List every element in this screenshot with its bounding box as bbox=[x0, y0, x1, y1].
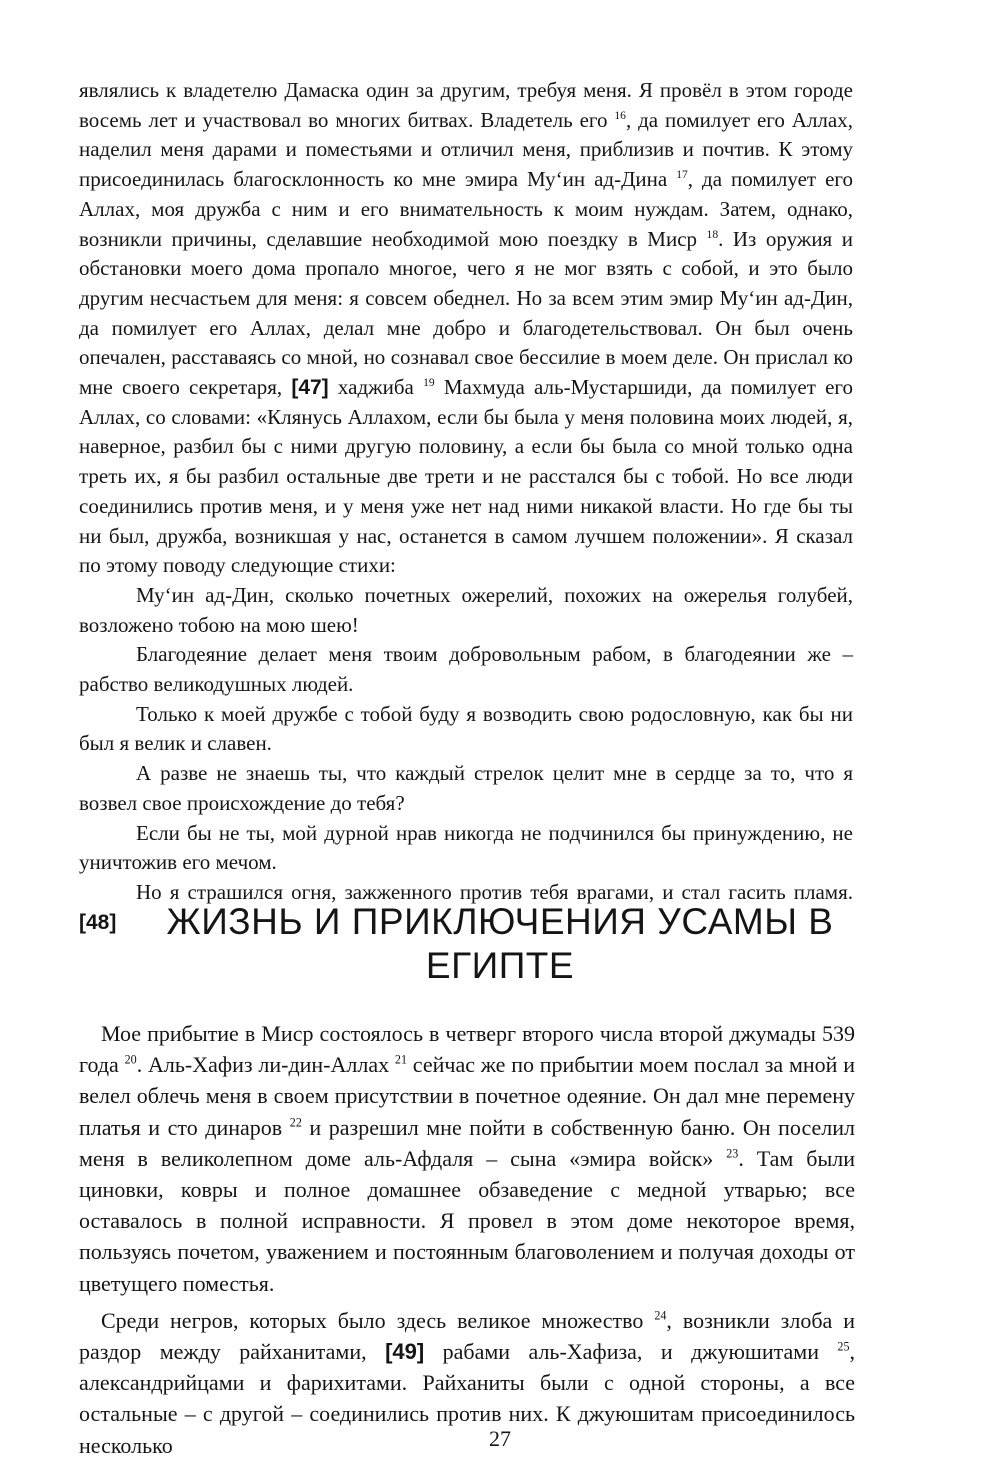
text-run: , возникли злоба и раздор между райханитами, bbox=[79, 1307, 855, 1365]
text-run: Но я страшился огня, зажженного против тебя врагами, и стал гасить пламя. bbox=[136, 879, 853, 904]
verse-line: Му‘ин ад-Дин, сколько почетных ожерелий, похожих на ожерелья голубей, возложено тобою на мою шею! bbox=[79, 582, 853, 637]
footnote-ref: 18 bbox=[706, 228, 719, 241]
verse-line: Если бы не ты, мой дурной нрав никогда не подчинился бы принуждению, не уничтожив его мечом. bbox=[79, 820, 853, 875]
heading-line: ЖИЗНЬ И ПРИКЛЮЧЕНИЯ УСАМЫ В bbox=[166, 901, 834, 942]
footnote-ref: 16 bbox=[614, 109, 626, 122]
footnote-ref: 22 bbox=[289, 1115, 302, 1130]
heading-line: ЕГИПТЕ bbox=[425, 945, 575, 986]
text-run: Мое прибытие в Миср состоялось в четверг второго числа второй джумады 539 года bbox=[79, 1021, 855, 1078]
page-number: 27 bbox=[489, 1426, 511, 1451]
lower-text-block bbox=[79, 1018, 855, 1461]
text-run: являлись к владетелю Дамаска один за другим, требуя меня. Я провёл в этом городе восемь лет и участвовал во многих битвах. Владетель его bbox=[79, 78, 853, 132]
text-run: рабами аль-Хафиза, и джуюшитами bbox=[424, 1339, 838, 1365]
text-run: . Из оружия и обстановки моего дома пропало многое, чего я не мог взять с собой, и это было другим несчастьем для меня: я совсем обеднел. Но за всем этим эмир Му‘ин ад-Дин, да помилует его Аллах, делал мне добро и благодетельствовал. Он был очень опечален, расставаясь со мной, но сознавал свое бессилие в моем деле. Он прислал ко мне своего секретаря, bbox=[79, 226, 853, 400]
footnote-ref: 19 bbox=[423, 377, 435, 390]
text-run: , да помилует его Аллах, моя дружба с ним и его внимательность к моим нуждам. Затем, однако, возникли причины, сделавшие необходимой мою поездку в Миср bbox=[79, 167, 854, 251]
text-run: , александрийцами и фарихитами. Райханиты были с одной стороны, а все остальные – с другой – соединились против них. К джуюшитам присоединилось несколько bbox=[79, 1339, 855, 1458]
footnote-ref: 23 bbox=[726, 1146, 739, 1161]
verse-line: Только к моей дружбе с тобой буду я возводить свою родословную, как бы ни был я велик и славен. bbox=[79, 701, 853, 756]
paragraph-arrival bbox=[79, 1018, 855, 1299]
text-run: , да помилует его Аллах, наделил меня дарами и поместьями и отличил меня, приблизив и почтив. К этому присоединилась благосклонность ко мне эмира Му‘ин ад-Дина bbox=[79, 107, 853, 192]
upper-text-block bbox=[79, 76, 853, 937]
text-run: . Аль-Хафиз ли-дин-Аллах bbox=[136, 1052, 395, 1078]
paragraph-damascus bbox=[79, 76, 853, 581]
chapter-heading bbox=[60, 900, 940, 988]
page-marker: [47] bbox=[291, 376, 329, 400]
text-run: сейчас же по прибытии моем послал за мной и велел облечь меня в своем присутствии в почетное одеяние. Он дал мне перемену платья и сто динаров bbox=[79, 1052, 855, 1140]
text-run: . Там были циновки, ковры и полное домашнее обзаведение с медной утварью; все оставалось в полной исправности. Я провел в этом доме некоторое время, пользуясь почетом, уважением и постоянным благоволением и получая доходы от цветущего поместья. bbox=[79, 1145, 855, 1296]
footnote-ref: 24 bbox=[654, 1308, 667, 1323]
verse-line: А разве не знаешь ты, что каждый стрелок целит мне в сердце за то, что я возвел свое происхождение до тебя? bbox=[79, 761, 853, 815]
footnote-ref: 21 bbox=[394, 1052, 408, 1067]
text-run: Махмуда аль-Мустаршиди, да помилует его Аллах, со словами: «Клянусь Аллахом, если бы была у меня половина моих людей, я, наверное, разбил бы с ними другую половину, а если бы была со мной только одна треть их, я бы разбил остальные две трети и не расстался бы с тобой. Но все люди соединились против меня, и у меня уже нет над ними никакой власти. Но где бы ты ни был, дружба, возникшая у нас, останется в самом лучшем положении». Я сказал по этому поводу следующие стихи: bbox=[79, 375, 853, 578]
text-run: и разрешил мне пойти в собственную баню. Он поселил меня в великолепном доме аль-Афдаля – сына «эмира войск» bbox=[79, 1114, 855, 1171]
page-marker: [49] bbox=[385, 1339, 425, 1365]
footnote-ref: 17 bbox=[676, 169, 688, 182]
text-run: хаджиба bbox=[328, 375, 424, 400]
text-run: Среди негров, которых было здесь великое множество bbox=[101, 1307, 655, 1333]
footnote-ref: 25 bbox=[837, 1339, 850, 1354]
footnote-ref: 20 bbox=[124, 1052, 137, 1067]
page-marker: [48] bbox=[79, 910, 117, 934]
verse-line: Благодеяние делает меня твоим добровольным рабом, в благодеянии же – рабство великодушных людей. bbox=[79, 642, 853, 697]
